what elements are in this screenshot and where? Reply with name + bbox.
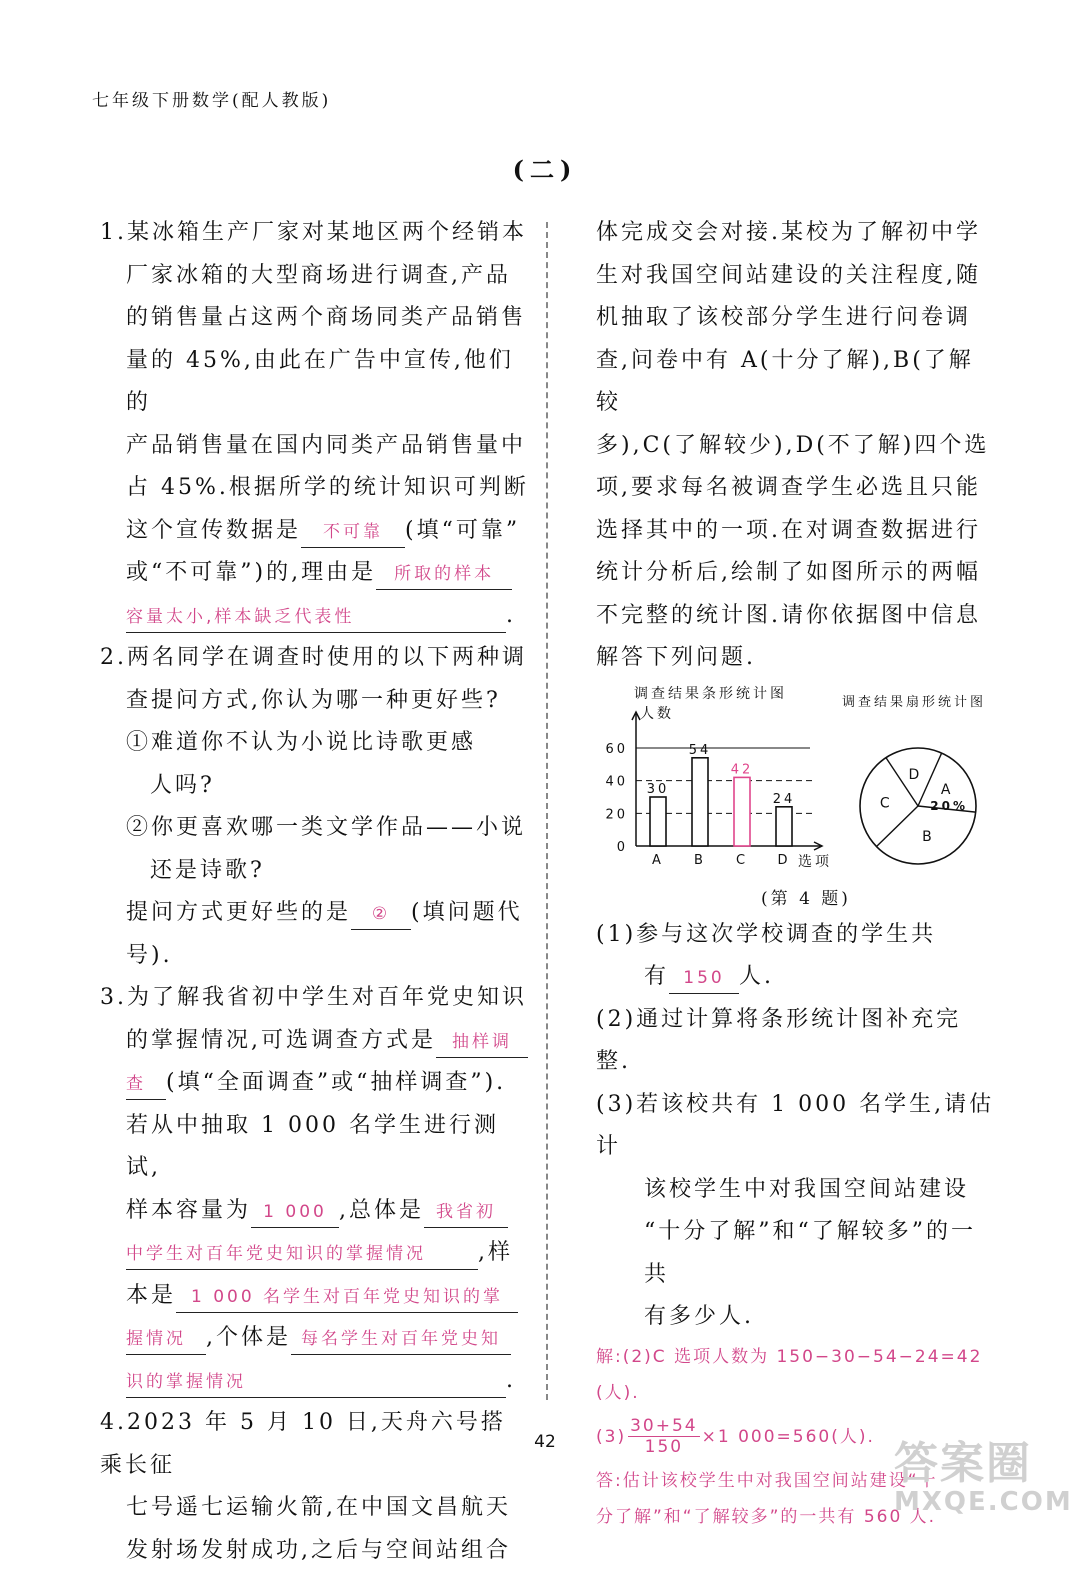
q3-text: 样本容量为 [126,1198,251,1223]
q4-line: 多),C(了解较少),D(不了解)四个选 [596,425,996,468]
solution-prefix: (3) [596,1427,626,1447]
solution-line-1b: (人). [596,1375,996,1411]
q4-answer-blank-1: 150 [669,963,739,994]
bar-chart-ylabel: 人数 [640,705,674,722]
bar-value-label: 54 [689,742,712,757]
q2-line: 2.两名同学在调查时使用的以下两种调 [100,637,530,680]
q4-line: 选择其中的一项.在对调查数据进行 [596,510,996,553]
q3-text: ,总体是 [339,1198,424,1223]
y-tick-label: 60 [605,742,628,757]
q2-option-1-cont: 人吗? [100,765,530,808]
pie-annotation: 20% [930,799,968,813]
q1-line: 厂家冰箱的大型商场进行调查,产品 [100,255,530,298]
y-tick-label: 0 [617,840,628,855]
bar-a [650,797,666,846]
q3-answer-blank-1a: 抽样调 [436,1027,528,1058]
q1-text: 这个宣传数据是 [126,518,301,543]
q3-answer-blank-5b: 识的掌握情况 [126,1367,506,1398]
q2-option-2-cont: 还是诗歌? [100,850,530,893]
q4-text: 有 [644,964,669,989]
q3-text: 的掌握情况,可选调查方式是 [126,1028,436,1053]
question-4-start [100,1402,530,1572]
watermark-text: 答案圈 [894,1440,1064,1488]
q2-option-2: ②你更喜欢哪一类文学作品——小说 [100,807,530,850]
q3-end: . [506,1368,516,1393]
pie-label-d: D [908,767,922,783]
q3-answer-blank-1b: 查 [126,1069,166,1100]
bar-c [734,777,750,846]
q4-sub3-cont: 该校学生中对我国空间站建设 [596,1169,996,1212]
solution-suffix: ×1 000=560(人). [702,1427,875,1447]
q3-line [100,1232,530,1275]
q4-sub1-cont [596,956,996,999]
q1-answer-blank-1: 不可靠 [301,517,405,548]
q1-line: 1.某冰箱生产厂家对某地区两个经销本 [100,212,530,255]
pie-label-a: A [941,782,954,798]
q4-line: 体完成交会对接.某校为了解初中学 [596,212,996,255]
q2-line: 查提问方式,你认为哪一种更好些? [100,680,530,723]
pie-chart-title: 调查结果扇形统计图 [842,694,986,710]
q1-line: 产品销售量在国内同类产品销售量中 [100,425,530,468]
pie-label-c: C [880,795,893,811]
q4-line: 机抽取了该校部分学生进行问卷调 [596,297,996,340]
y-tick-label: 20 [605,807,628,822]
q4-line: 七号遥七运输火箭,在中国文昌航天 [100,1487,530,1530]
watermark-logo [894,1440,1064,1520]
bar-value-label: 24 [773,791,796,806]
bar-value-label: 42 [731,762,754,777]
y-tick-label: 40 [605,774,628,789]
bar-d [776,806,792,845]
q3-line: 3.为了解我省初中学生对百年党史知识 [100,977,530,1020]
q3-answer-blank-4a: 1 000 名学生对百年党史知识的掌 [176,1282,518,1313]
q4-line: 生对我国空间站建设的关注程度,随 [596,255,996,298]
q2-text: 提问方式更好些的是 [126,900,351,925]
q3-line: 若从中抽取 1 000 名学生进行测试, [100,1105,530,1190]
x-tick-label: D [777,853,790,868]
q3-line [100,1020,530,1063]
fraction-denominator: 150 [628,1437,700,1457]
q2-option-1: ①难道你不认为小说比诗歌更感 [100,722,530,765]
solution-line-1: 解:(2)C 选项人数为 150−30−54−24=42 [596,1339,996,1375]
q4-line: 查,问卷中有 A(十分了解),B(了解较 [596,340,996,425]
section-title: (二) [0,150,1090,185]
q2-line: 号). [100,935,530,978]
pie-label-b: B [922,829,935,845]
watermark-url: MXQE.COM [894,1488,1064,1516]
q1-line [100,552,530,595]
x-tick-label: B [694,853,706,868]
q4-sub2: (2)通过计算将条形统计图补充完整. [596,999,996,1084]
solution-line-3b: 分了解”和“了解较多”的一共有 560 人. [596,1499,996,1535]
q2-line [100,892,530,935]
book-header: 七年级下册数学(配人教版) [92,86,331,111]
q1-text: 或“不可靠”)的,理由是 [126,560,376,585]
figure-caption: (第 4 题) [596,884,996,914]
question-2 [100,637,530,977]
page-number: 42 [0,1432,1090,1452]
question-3 [100,977,530,1402]
q4-line: 统计分析后,绘制了如图所示的两幅 [596,552,996,595]
q1-answer-blank-2a: 所取的样本 [376,559,512,590]
q3-text: ,个体是 [206,1325,291,1350]
q3-answer-blank-3a: 我省初 [424,1197,508,1228]
q4-line: 项,要求每名被调查学生必选且只能 [596,467,996,510]
q3-answer-blank-3b: 中学生对百年党史知识的掌握情况 [126,1239,478,1270]
q3-line [100,1275,530,1318]
q1-end: . [506,603,516,628]
q2-answer-blank: ② [351,899,411,930]
q4-text: 人. [739,964,774,989]
q3-line [100,1317,530,1360]
question-1 [100,212,530,637]
q1-line [100,595,530,638]
q4-line: 解答下列问题. [596,637,996,680]
q3-answer-blank-2: 1 000 [251,1197,339,1228]
q1-text: (填“可靠” [405,518,520,543]
x-tick-label: A [652,853,664,868]
x-tick-label: C [736,853,748,868]
q3-text: ,样 [478,1240,513,1265]
q4-sub1: (1)参与这次学校调查的学生共 [596,914,996,957]
q3-answer-blank-4b: 握情况 [126,1324,206,1355]
fraction-numerator: 30+54 [628,1416,700,1437]
q2-text: (填问题代 [411,900,523,925]
q4-line: 发射场发射成功,之后与空间站组合 [100,1530,530,1572]
q3-answer-blank-5a: 每名学生对百年党史知 [291,1324,511,1355]
left-column [100,212,530,1572]
q4-sub3-cont: 有多少人. [596,1296,996,1339]
column-divider [546,222,548,1400]
q4-line: 不完整的统计图.请你依据图中信息 [596,595,996,638]
bar-chart-title: 调查结果条形统计图 [634,685,787,702]
bar-chart-xlabel: 选项 [798,854,832,870]
q1-line: 占 45%.根据所学的统计知识可判断 [100,467,530,510]
q4-sub3-cont: “十分了解”和“了解较多”的一共 [596,1211,996,1296]
q3-text: 本是 [126,1283,176,1308]
q1-line [100,510,530,553]
q1-answer-blank-2b: 容量太小,样本缺乏代表性 [126,602,506,633]
bar-value-label: 30 [647,782,670,797]
figure [596,684,996,884]
q3-text: (填“全面调查”或“抽样调查”). [166,1070,506,1095]
charts-svg [596,684,996,884]
q3-line [100,1360,530,1403]
right-column [596,212,996,1535]
q3-line [100,1062,530,1105]
bar-b [692,757,708,845]
q4-line: 4.2023 年 5 月 10 日,天舟六号搭乘长征 [100,1402,530,1487]
q4-sub3: (3)若该校共有 1 000 名学生,请估计 [596,1084,996,1169]
q1-line: 的销售量占这两个商场同类产品销售 [100,297,530,340]
solution-line-3: 答:估计该校学生中对我国空间站建设“十 [596,1463,996,1499]
q1-line: 量的 45%,由此在广告中宣传,他们的 [100,340,530,425]
q3-line [100,1190,530,1233]
